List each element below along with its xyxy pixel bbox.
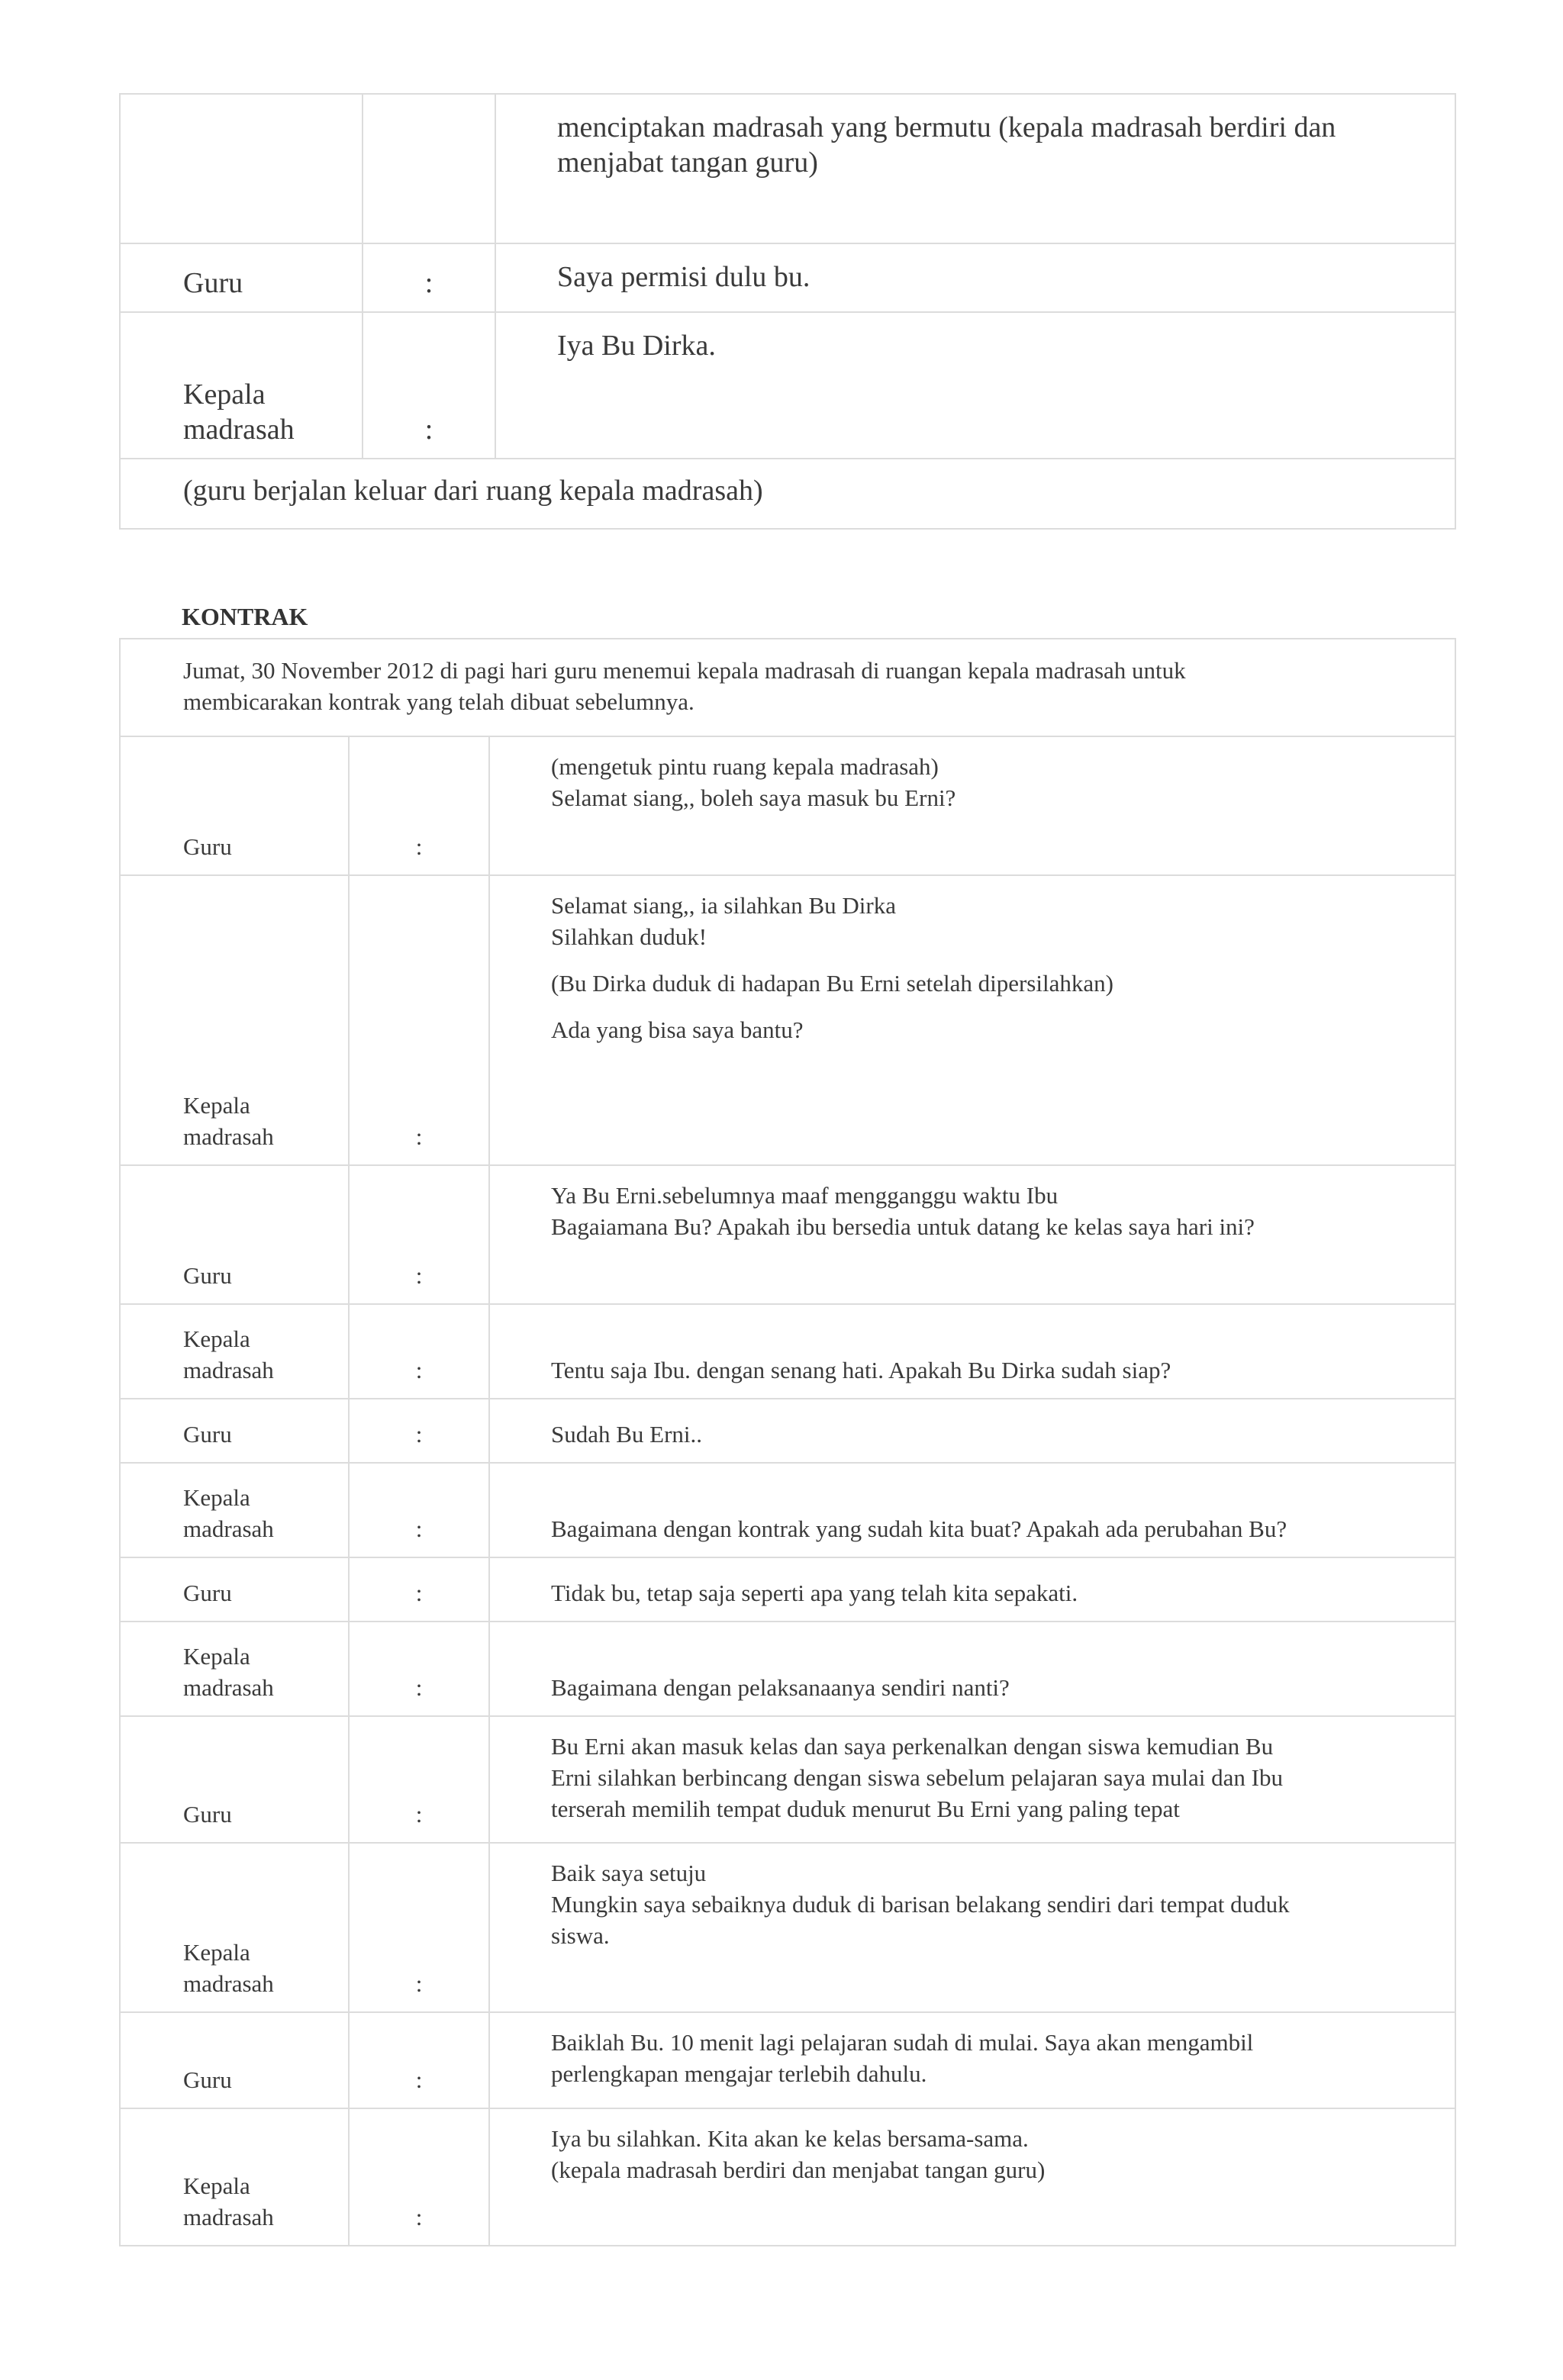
dialogue-line: Tidak bu, tetap saja seperti apa yang telah kita sepakati. [551,1580,1078,1606]
table-row [120,1716,1455,1843]
colon-cell: : [349,1463,489,1557]
dialogue-line: (mengetuk pintu ruang kepala madrasah) [551,753,939,780]
colon-cell: : [349,1557,489,1622]
table-row [120,1463,1455,1557]
dialogue-line: Baik saya setuju [551,1860,707,1886]
table-row [120,2108,1455,2246]
table-row [120,312,1455,459]
table-row [120,1622,1455,1716]
dialogue-line: Bagaimana dengan kontrak yang sudah kita buat? Apakah ada perubahan Bu? [551,1515,1287,1542]
table-row [120,639,1455,736]
dialogue-cell [489,1622,1455,1716]
speaker-cell [120,1843,349,2012]
dialogue-line: Tentu saja Ibu. dengan senang hati. Apakah Bu Dirka sudah siap? [551,1357,1171,1383]
dialogue-cell [489,2108,1455,2246]
speaker-cell: Guru [120,736,349,875]
colon-cell: : [349,2012,489,2108]
speaker-cell: Guru [120,1716,349,1843]
dialogue-cell [489,2012,1455,2108]
colon-cell: : [349,1843,489,2012]
colon-cell: : [349,1399,489,1463]
speaker-line: Kepala [183,2172,250,2199]
table-row [120,1304,1455,1399]
speaker-line: Kepala [183,1325,250,1352]
dialogue-line: Erni silahkan berbincang dengan siswa sebelum pelajaran saya mulai dan Ibu [551,1764,1283,1791]
dialogue-line: Silahkan duduk! [551,923,707,950]
dialogue-line: Baiklah Bu. 10 menit lagi pelajaran sudah di mulai. Saya akan mengambil [551,2029,1254,2056]
table-row [120,459,1455,529]
dialogue-line: Bagaimana dengan pelaksanaanya sendiri nanti? [551,1674,1010,1701]
table-row [120,94,1455,243]
speaker-line: madrasah [183,1970,274,1997]
speaker-cell [120,875,349,1165]
dialogue-line: (Bu Dirka duduk di hadapan Bu Erni setelah dipersilahkan) [551,970,1113,997]
dialogue-line: Iya Bu Dirka. [557,330,716,362]
dialogue-table-continuation [119,93,1456,530]
speaker-cell [120,1304,349,1399]
speaker-line: madrasah [183,1515,274,1542]
dialogue-cell [489,1165,1455,1304]
dialogue-cell [489,1463,1455,1557]
dialogue-line: Ada yang bisa saya bantu? [551,1016,804,1043]
intro-line: Jumat, 30 November 2012 di pagi hari guru menemui kepala madrasah di ruangan kepala madrasah untuk [183,657,1186,684]
dialogue-cell [489,736,1455,875]
dialogue-line: Iya bu silahkan. Kita akan ke kelas bersama-sama. [551,2125,1029,2152]
speaker-line: madrasah [183,414,295,446]
dialogue-line: Bagaiamana Bu? Apakah ibu bersedia untuk datang ke kelas saya hari ini? [551,1213,1255,1240]
section-heading: KONTRAK [182,603,308,630]
speaker-cell: Guru [120,1399,349,1463]
colon-cell: : [349,1165,489,1304]
dialogue-line: terserah memilih tempat duduk menurut Bu Erni yang paling tepat [551,1795,1180,1822]
speaker-cell: Guru [120,2012,349,2108]
dialogue-line: perlengkapan mengajar terlebih dahulu. [551,2060,927,2087]
dialogue-line: Mungkin saya sebaiknya duduk di barisan belakang sendiri dari tempat duduk [551,1891,1290,1918]
speaker-cell: Guru [120,1557,349,1622]
speaker-line: madrasah [183,1674,274,1701]
dialogue-line: Saya permisi dulu bu. [557,261,811,293]
dialogue-line: menciptakan madrasah yang bermutu (kepala madrasah berdiri dan [557,111,1336,143]
table-row [120,1399,1455,1463]
speaker-line: madrasah [183,2204,274,2230]
dialogue-cell [489,1399,1455,1463]
colon-cell: : [349,1716,489,1843]
dialogue-cell [489,1716,1455,1843]
colon-cell: : [363,312,495,459]
dialogue-table-kontrak [119,638,1456,2246]
speaker-cell [120,94,363,243]
speaker-line: Kepala [183,1484,250,1511]
speaker-line: Kepala [183,378,266,411]
colon-cell: : [349,1622,489,1716]
table-row [120,1843,1455,2012]
dialogue-line: siswa. [551,1922,610,1949]
dialogue-line: menjabat tangan guru) [557,147,818,179]
intro-line: membicarakan kontrak yang telah dibuat sebelumnya. [183,688,694,715]
dialogue-line: Selamat siang,, ia silahkan Bu Dirka [551,892,896,919]
speaker-cell [120,312,363,459]
colon-cell: : [349,2108,489,2246]
table-row [120,875,1455,1165]
speaker-cell [120,1463,349,1557]
dialogue-line: (kepala madrasah berdiri dan menjabat tangan guru) [551,2156,1046,2183]
dialogue-line: Selamat siang,, boleh saya masuk bu Erni? [551,784,956,811]
dialogue-cell [495,312,1455,459]
dialogue-cell [495,243,1455,312]
speaker-line: madrasah [183,1123,274,1150]
colon-cell [363,94,495,243]
speaker-cell: Guru [120,1165,349,1304]
speaker-line: Kepala [183,1092,250,1119]
speaker-cell [120,2108,349,2246]
table-row [120,2012,1455,2108]
speaker-cell: Guru [120,243,363,312]
dialogue-cell [495,94,1455,243]
intro-cell [120,639,1455,736]
colon-cell: : [349,1304,489,1399]
speaker-line: Kepala [183,1643,250,1670]
table-row [120,243,1455,312]
colon-cell: : [349,736,489,875]
colon-cell: : [349,875,489,1165]
dialogue-line: Sudah Bu Erni.. [551,1421,703,1448]
speaker-line: madrasah [183,1357,274,1383]
dialogue-line: Bu Erni akan masuk kelas dan saya perkenalkan dengan siswa kemudian Bu [551,1733,1274,1760]
speaker-line: Kepala [183,1939,250,1966]
stage-direction: (guru berjalan keluar dari ruang kepala madrasah) [120,459,1455,529]
colon-cell: : [363,243,495,312]
dialogue-cell [489,1304,1455,1399]
table-row [120,736,1455,875]
table-row [120,1557,1455,1622]
speaker-cell [120,1622,349,1716]
dialogue-cell [489,1843,1455,2012]
dialogue-line: Ya Bu Erni.sebelumnya maaf mengganggu waktu Ibu [551,1182,1059,1209]
dialogue-cell [489,875,1455,1165]
dialogue-cell [489,1557,1455,1622]
table-row [120,1165,1455,1304]
